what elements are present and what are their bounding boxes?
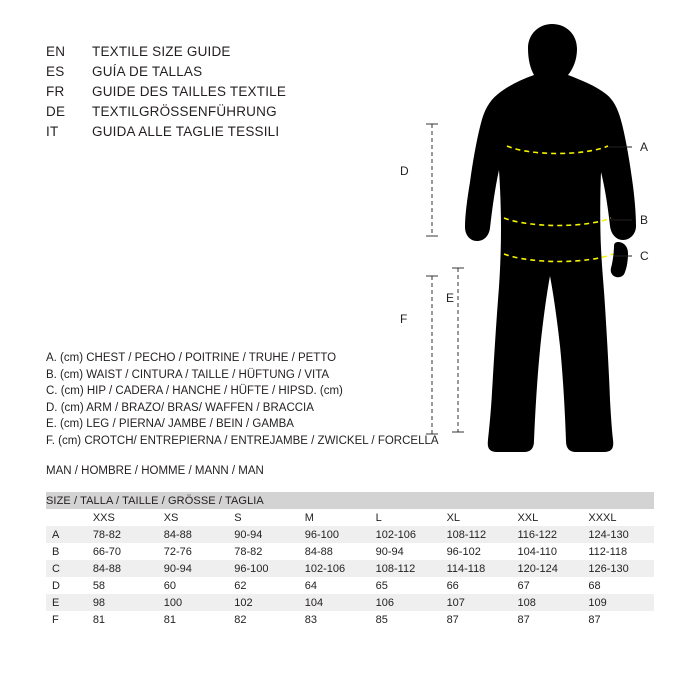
cell-b-xl: 96-102: [441, 543, 512, 560]
header-l: L: [370, 509, 441, 526]
legend-line-c: C. (cm) HIP / CADERA / HANCHE / HÜFTE / HIPSD. (cm): [46, 385, 343, 398]
size-table: [46, 492, 654, 628]
cell-b-s: 78-82: [228, 543, 299, 560]
table-caption-row: [46, 492, 654, 509]
cell-e-xl: 107: [441, 594, 512, 611]
table-row: [46, 611, 654, 628]
table-row: [46, 560, 654, 577]
title-lang-it: IT: [46, 124, 59, 139]
cell-a-xxxl: 124-130: [582, 526, 654, 543]
title-row-it: [46, 124, 406, 144]
cell-d-xxs: 58: [87, 577, 158, 594]
figure-label-d: D: [400, 164, 409, 178]
table-header-row: [46, 509, 654, 526]
cell-c-xxs: 84-88: [87, 560, 158, 577]
title-text-en: TEXTILE SIZE GUIDE: [92, 44, 231, 59]
title-lang-en: EN: [46, 44, 66, 59]
title-row-en: [46, 44, 406, 64]
cell-e-m: 104: [299, 594, 370, 611]
figure-label-f: F: [400, 312, 408, 326]
cell-a-xxs: 78-82: [87, 526, 158, 543]
cell-e-l: 106: [370, 594, 441, 611]
header-xl: XL: [441, 509, 512, 526]
header-xs: XS: [158, 509, 229, 526]
cell-f-xxxl: 87: [582, 611, 654, 628]
figure-man-silhouette: [400, 20, 690, 480]
title-text-it: GUIDA ALLE TAGLIE TESSILI: [92, 124, 280, 139]
title-lang-es: ES: [46, 64, 65, 79]
title-text-es: GUÍA DE TALLAS: [92, 64, 203, 79]
cell-f-xxl: 87: [511, 611, 582, 628]
cell-d-xl: 66: [441, 577, 512, 594]
size-table-wrapper: [46, 492, 654, 628]
header-xxxl: XXXL: [582, 509, 654, 526]
header-xxs: XXS: [87, 509, 158, 526]
cell-f-m: 83: [299, 611, 370, 628]
cell-b-xxs: 66-70: [87, 543, 158, 560]
cell-a-xs: 84-88: [158, 526, 229, 543]
cell-d-m: 64: [299, 577, 370, 594]
header-corner: [46, 509, 87, 526]
cell-b-xxl: 104-110: [511, 543, 582, 560]
title-text-fr: GUIDE DES TAILLES TEXTILE: [92, 84, 287, 99]
title-text-de: TEXTILGRÖSSENFÜHRUNG: [92, 104, 277, 119]
cell-f-xxs: 81: [87, 611, 158, 628]
legend-line-d: D. (cm) ARM / BRAZO/ BRAS/ WAFFEN / BRACCIA: [46, 401, 314, 414]
cell-e-xxl: 108: [511, 594, 582, 611]
silhouette-shape: [465, 24, 636, 452]
cell-a-l: 102-106: [370, 526, 441, 543]
title-row-fr: [46, 84, 406, 104]
cell-a-xxl: 116-122: [511, 526, 582, 543]
cell-d-xxxl: 68: [582, 577, 654, 594]
cell-b-m: 84-88: [299, 543, 370, 560]
cell-c-xxl: 120-124: [511, 560, 582, 577]
cell-f-s: 82: [228, 611, 299, 628]
cell-e-s: 102: [228, 594, 299, 611]
cell-c-xxxl: 126-130: [582, 560, 654, 577]
row-label-e: E: [46, 594, 87, 611]
cell-f-xs: 81: [158, 611, 229, 628]
cell-a-m: 96-100: [299, 526, 370, 543]
title-row-es: [46, 64, 406, 84]
table-row: [46, 594, 654, 611]
row-label-b: B: [46, 543, 87, 560]
legend-line-b: B. (cm) WAIST / CINTURA / TAILLE / HÜFTUNG / VITA: [46, 368, 330, 381]
title-lang-de: DE: [46, 104, 66, 119]
cell-a-s: 90-94: [228, 526, 299, 543]
cell-f-xl: 87: [441, 611, 512, 628]
dimension-lines: [432, 124, 458, 434]
cell-f-l: 85: [370, 611, 441, 628]
hand-detail: [611, 242, 628, 277]
title-lang-fr: FR: [46, 84, 65, 99]
row-label-f: F: [46, 611, 87, 628]
cell-b-l: 90-94: [370, 543, 441, 560]
cell-c-m: 102-106: [299, 560, 370, 577]
row-label-d: D: [46, 577, 87, 594]
figure-label-b: B: [640, 213, 649, 227]
table-row: [46, 526, 654, 543]
cell-d-s: 62: [228, 577, 299, 594]
row-label-a: A: [46, 526, 87, 543]
legend-line-e: E. (cm) LEG / PIERNA/ JAMBE / BEIN / GAMBA: [46, 418, 294, 431]
cell-d-xs: 60: [158, 577, 229, 594]
cell-c-l: 108-112: [370, 560, 441, 577]
figure-label-e: E: [446, 291, 455, 305]
legend-line-f: F. (cm) CROTCH/ ENTREPIERNA / ENTREJAMBE / ZWICKEL / FORCELLA: [46, 434, 439, 447]
figure-label-c: C: [640, 249, 649, 263]
header-m: M: [299, 509, 370, 526]
cell-d-xxl: 67: [511, 577, 582, 594]
table-row: [46, 543, 654, 560]
legend-line-a: A. (cm) CHEST / PECHO / POITRINE / TRUHE / PETTO: [46, 352, 337, 364]
gender-label: MAN / HOMBRE / HOMME / MANN / MAN: [46, 465, 264, 477]
cell-e-xxxl: 109: [582, 594, 654, 611]
cell-e-xs: 100: [158, 594, 229, 611]
cell-b-xs: 72-76: [158, 543, 229, 560]
cell-a-xl: 108-112: [441, 526, 512, 543]
figure-label-a: A: [640, 140, 649, 154]
title-block: [46, 44, 406, 144]
header-xxl: XXL: [511, 509, 582, 526]
row-label-c: C: [46, 560, 87, 577]
cell-d-l: 65: [370, 577, 441, 594]
title-row-de: [46, 104, 406, 124]
cell-b-xxxl: 112-118: [582, 543, 654, 560]
cell-c-xs: 90-94: [158, 560, 229, 577]
cell-c-s: 96-100: [228, 560, 299, 577]
cell-e-xxs: 98: [87, 594, 158, 611]
cell-c-xl: 114-118: [441, 560, 512, 577]
header-s: S: [228, 509, 299, 526]
table-caption: SIZE / TALLA / TAILLE / GRÖSSE / TAGLIA: [46, 492, 654, 509]
table-row: [46, 577, 654, 594]
